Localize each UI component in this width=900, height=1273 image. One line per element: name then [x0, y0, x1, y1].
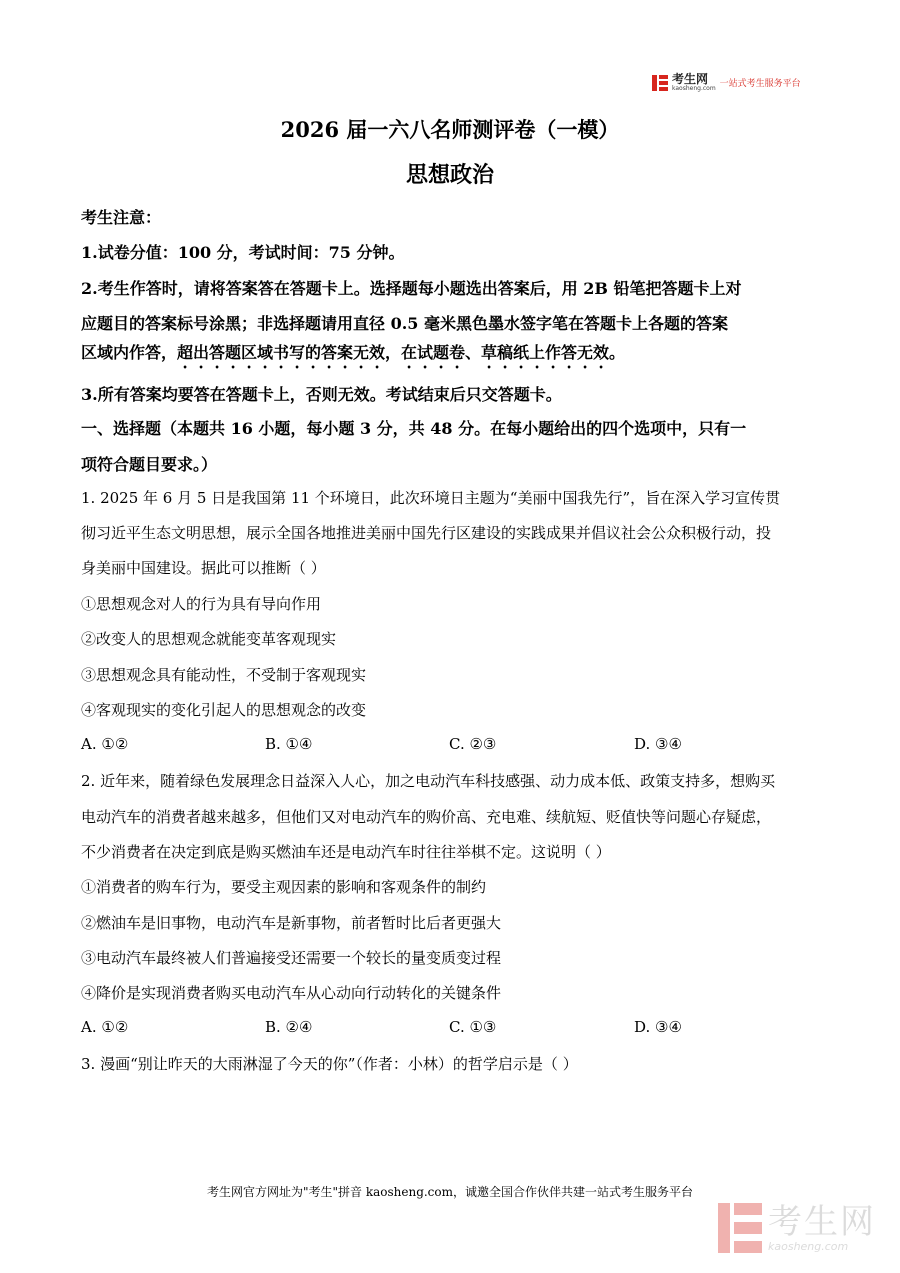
brand-slogan: 一站式考生服务平台	[719, 79, 801, 89]
brand-logo-icon	[652, 75, 668, 91]
notice-item-2-line2: 应题目的答案标号涂黑；非选择题请用直径 0.5 毫米黑色墨水签字笔在答题卡上各题的答案	[81, 314, 728, 333]
q1-option-a: A. ①②	[81, 735, 129, 753]
q1-line2: 彻习近平生态文明思想，展示全国各地推进美丽中国先行区建设的实践成果并倡议社会公众积极行动，投	[81, 524, 772, 542]
q2-line2: 电动汽车的消费者越来越多，但他们又对电动汽车的购价高、充电难、续航短、贬值快等问题心存疑虑，	[81, 808, 772, 826]
q1-option-d: D. ③④	[634, 735, 682, 753]
notice-line-end: 。	[609, 343, 626, 362]
subject-title: 思想政治	[405, 162, 494, 188]
q1-option-b: B. ①④	[265, 735, 313, 753]
notice-item-2-line3	[81, 340, 625, 372]
q1-line3: 身美丽中国建设。据此可以推断（ ）	[81, 559, 326, 577]
q2-line3: 不少消费者在决定到底是购买燃油车还是电动汽车时往往举棋不定。这说明（ ）	[81, 843, 611, 861]
q2-option-b: B. ②④	[265, 1018, 313, 1036]
brand-name: 考生网	[672, 72, 709, 86]
watermark	[718, 1203, 876, 1253]
section-heading-line2: 项符合题目要求。）	[81, 455, 218, 474]
q2-option-a: A. ①②	[81, 1018, 129, 1036]
notice-item-1: 1.试卷分值：100 分，考试时间：75 分钟。	[81, 243, 405, 262]
q2-statement-2: ②燃油车是旧事物，电动汽车是新事物，前者暂时比后者更强大	[81, 914, 502, 932]
q2-statement-3: ③电动汽车最终被人们普遍接受还需要一个较长的量变质变过程	[81, 949, 502, 967]
q2-option-c: C. ①③	[449, 1018, 497, 1036]
watermark-url: kaosheng.com	[768, 1239, 849, 1253]
notice-item-3: 3.所有答案均要答在答题卡上，否则无效。考试结束后只交答题卡。	[81, 385, 562, 404]
q2-statement-1: ①消费者的购车行为，要受主观因素的影响和客观条件的制约	[81, 878, 487, 896]
notice-item-2-line1: 2.考生作答时，请将答案答在答题卡上。选择题每小题选出答案后，用 2B 铅笔把答题卡上对	[81, 279, 742, 298]
notice-line-plain: 区域内作答，	[81, 343, 178, 362]
brand-logo	[652, 73, 801, 92]
q2-option-d: D. ③④	[634, 1018, 682, 1036]
notice-line-emphasis: 超出答题区域书写的答案无效，在试题卷、草稿纸上作答无效	[177, 343, 610, 362]
q3-line1: 3. 漫画“别让昨天的大雨淋湿了今天的你”（作者：小林）的哲学启示是（ ）	[81, 1055, 578, 1073]
q1-statement-1: ①思想观念对人的行为具有导向作用	[81, 595, 322, 613]
q2-statement-4: ④降价是实现消费者购买电动汽车从心动向行动转化的关键条件	[81, 984, 502, 1002]
q1-line1: 1. 2025 年 6 月 5 日是我国第 11 个环境日，此次环境日主题为“美丽中国我先行”，旨在深入学习宣传贯	[81, 489, 781, 507]
page-footer: 考生网官方网址为"考生"拼音 kaosheng.com，诚邀全国合作伙伴共建一站式考生服务平台	[206, 1185, 694, 1199]
brand-url: kaosheng.com	[672, 85, 716, 92]
q1-statement-2: ②改变人的思想观念就能变革客观现实	[81, 630, 337, 648]
q1-statement-3: ③思想观念具有能动性，不受制于客观现实	[81, 666, 367, 684]
watermark-name: 考生网	[768, 1201, 876, 1242]
notice-heading: 考生注意：	[81, 208, 162, 227]
exam-title: 2026 届一六八名师测评卷（一模）	[280, 117, 620, 142]
q1-option-c: C. ②③	[449, 735, 497, 753]
q2-line1: 2. 近年来，随着绿色发展理念日益深入人心，加之电动汽车科技感强、动力成本低、政策支持多，想购买	[81, 772, 776, 790]
section-heading-line1: 一、选择题（本题共 16 小题，每小题 3 分，共 48 分。在每小题给出的四个选项中，只有一	[81, 419, 747, 438]
watermark-logo-icon	[718, 1203, 762, 1253]
q1-statement-4: ④客观现实的变化引起人的思想观念的改变	[81, 701, 367, 719]
